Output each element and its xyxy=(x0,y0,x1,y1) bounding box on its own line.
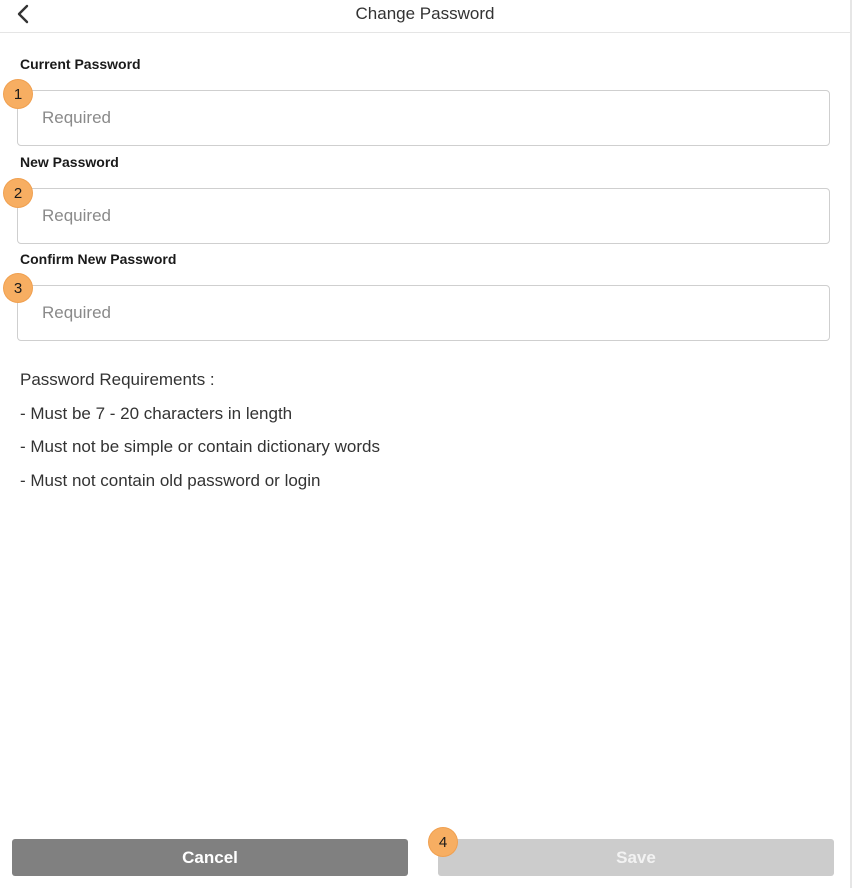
confirm-password-label: Confirm New Password xyxy=(20,251,177,267)
current-password-label: Current Password xyxy=(20,56,141,72)
header-bar xyxy=(0,0,850,33)
new-password-label: New Password xyxy=(20,154,119,170)
current-password-input[interactable] xyxy=(17,90,830,146)
page-title: Change Password xyxy=(355,4,495,23)
new-password-input[interactable] xyxy=(17,188,830,244)
confirm-password-input[interactable] xyxy=(17,285,830,341)
annotation-marker-4: 4 xyxy=(429,828,457,856)
requirement-item: - Must be 7 - 20 characters in length xyxy=(20,403,293,423)
annotation-marker-1: 1 xyxy=(4,80,32,108)
requirements-heading: Password Requirements : xyxy=(20,370,215,389)
password-requirements xyxy=(20,370,380,504)
annotation-marker-2: 2 xyxy=(4,179,32,207)
requirement-item: - Must not be simple or contain dictionary words xyxy=(20,437,380,456)
save-button[interactable]: Save xyxy=(438,839,834,876)
annotation-marker-3: 3 xyxy=(4,274,32,302)
cancel-button[interactable]: Cancel xyxy=(12,839,408,876)
requirement-item: - Must not contain old password or login xyxy=(20,470,321,490)
